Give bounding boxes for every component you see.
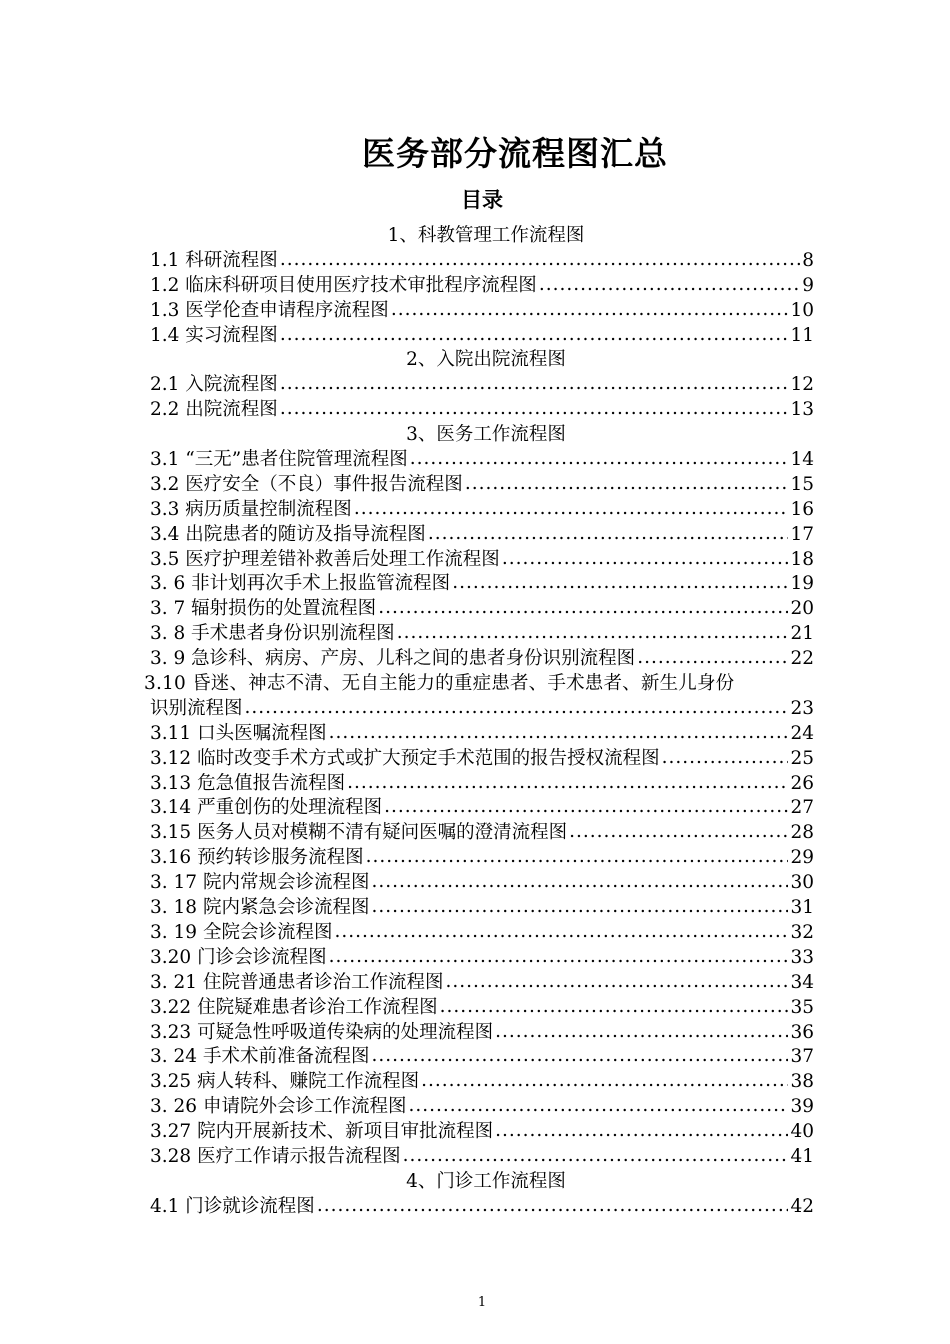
toc-entry-label: 3. 26 申请院外会诊工作流程图 bbox=[150, 1096, 407, 1118]
toc-entry[interactable] bbox=[150, 896, 814, 921]
dot-leader bbox=[378, 596, 788, 621]
toc-entry[interactable] bbox=[150, 523, 814, 548]
toc-entry-page: 38 bbox=[790, 1071, 814, 1093]
toc-entry[interactable] bbox=[150, 796, 814, 821]
toc-entry-page: 37 bbox=[790, 1046, 814, 1068]
toc-entry-page: 19 bbox=[790, 573, 814, 595]
toc-entry[interactable] bbox=[150, 1120, 814, 1145]
dot-leader bbox=[371, 1044, 788, 1069]
dot-leader bbox=[452, 571, 788, 596]
toc-entry-page: 29 bbox=[790, 847, 814, 869]
toc-entry[interactable] bbox=[150, 647, 814, 672]
toc-entry-page: 10 bbox=[790, 299, 814, 321]
toc-entry-page: 13 bbox=[790, 399, 814, 421]
toc-entry-label: 3.14 严重创伤的处理流程图 bbox=[150, 797, 383, 819]
toc-entry-label: 1.1 科研流程图 bbox=[150, 249, 278, 271]
toc-entry[interactable] bbox=[150, 1021, 814, 1046]
toc-entry-label: 3.11 口头医嘱流程图 bbox=[150, 722, 327, 744]
dot-leader bbox=[334, 920, 788, 945]
toc-entry[interactable] bbox=[150, 498, 814, 523]
dot-leader bbox=[329, 721, 789, 746]
dot-leader bbox=[539, 273, 800, 298]
dot-leader bbox=[280, 372, 789, 397]
toc-entry-page: 36 bbox=[790, 1021, 814, 1043]
toc-entry-page: 16 bbox=[790, 498, 814, 520]
dot-leader bbox=[329, 945, 789, 970]
toc-entry-label: 3.2 医疗安全（不良）事件报告流程图 bbox=[150, 473, 463, 495]
toc-section-heading: 1、科教管理工作流程图 bbox=[387, 225, 585, 246]
dot-leader bbox=[495, 1020, 788, 1045]
toc-entry-page: 12 bbox=[790, 374, 814, 396]
dot-leader bbox=[280, 397, 789, 422]
toc-entry[interactable] bbox=[150, 747, 814, 772]
dot-leader bbox=[465, 472, 789, 497]
toc-entry-page: 41 bbox=[790, 1145, 814, 1167]
toc-section-heading: 4、门诊工作流程图 bbox=[406, 1170, 566, 1192]
toc-entry[interactable] bbox=[150, 722, 814, 747]
toc-entry[interactable] bbox=[150, 846, 814, 871]
dot-leader bbox=[445, 970, 788, 995]
toc-entry-label: 3.16 预约转诊服务流程图 bbox=[150, 847, 364, 869]
toc-entry-page: 18 bbox=[790, 548, 814, 570]
toc-entry-page: 39 bbox=[790, 1096, 814, 1118]
toc-entry-label: 3. 17 院内常规会诊流程图 bbox=[150, 872, 370, 894]
dot-leader bbox=[391, 298, 789, 323]
dot-leader bbox=[371, 870, 788, 895]
toc-entry-label: 2.2 出院流程图 bbox=[150, 399, 278, 421]
toc-entry-page: 33 bbox=[790, 946, 814, 968]
toc-entry[interactable] bbox=[150, 274, 814, 299]
toc-entry[interactable] bbox=[150, 1045, 814, 1070]
toc-entry-label: 3. 6 非计划再次手术上报监管流程图 bbox=[150, 573, 451, 595]
toc-entry[interactable] bbox=[150, 1145, 814, 1170]
toc-entry-label: 3.3 病历质量控制流程图 bbox=[150, 498, 352, 520]
toc-entry[interactable] bbox=[150, 946, 814, 971]
dot-leader bbox=[366, 845, 789, 870]
dot-leader bbox=[410, 447, 789, 472]
dot-leader bbox=[384, 795, 788, 820]
dot-leader bbox=[371, 895, 788, 920]
toc-entry[interactable] bbox=[150, 299, 814, 324]
toc-entry-page: 32 bbox=[790, 921, 814, 943]
dot-leader bbox=[317, 1194, 789, 1219]
toc-entry-page: 14 bbox=[790, 449, 814, 471]
toc-entry-label: 4.1 门诊就诊流程图 bbox=[150, 1195, 315, 1217]
toc-entry[interactable] bbox=[150, 448, 814, 473]
toc-entry-page: 26 bbox=[790, 772, 814, 794]
toc-entry-label: 3. 19 全院会诊流程图 bbox=[150, 921, 333, 943]
toc-entry[interactable] bbox=[150, 249, 814, 274]
dot-leader bbox=[495, 1119, 788, 1144]
toc-entry[interactable] bbox=[150, 622, 814, 647]
toc-entry-page: 40 bbox=[790, 1121, 814, 1143]
dot-leader bbox=[245, 696, 789, 721]
toc-entry-label: 3.15 医务人员对模糊不清有疑问医嘱的澄清流程图 bbox=[150, 822, 568, 844]
dot-leader bbox=[421, 1069, 788, 1094]
toc-entry-page: 24 bbox=[790, 722, 814, 744]
toc-entry-label: 3.27 院内开展新技术、新项目审批流程图 bbox=[150, 1121, 494, 1143]
dot-leader bbox=[403, 1144, 789, 1169]
dot-leader bbox=[354, 497, 789, 522]
dot-leader bbox=[502, 547, 789, 572]
toc-entry[interactable] bbox=[150, 1095, 814, 1120]
table-of-contents bbox=[144, 224, 814, 1220]
toc-entry-label: 3.5 医疗护理差错补救善后处理工作流程图 bbox=[150, 548, 500, 570]
toc-entry[interactable] bbox=[150, 772, 814, 797]
page-number: 1 bbox=[477, 1295, 487, 1310]
toc-entry-label: 3. 18 院内紧急会诊流程图 bbox=[150, 897, 370, 919]
dot-leader bbox=[280, 248, 800, 273]
dot-leader bbox=[662, 746, 789, 771]
toc-entry[interactable] bbox=[150, 473, 814, 498]
toc-entry[interactable] bbox=[150, 548, 814, 573]
toc-entry-page: 25 bbox=[790, 747, 814, 769]
toc-entry-label: 3.22 住院疑难患者诊治工作流程图 bbox=[150, 996, 438, 1018]
toc-entry-label: 2.1 入院流程图 bbox=[150, 374, 278, 396]
toc-entry-label: 3. 8 手术患者身份识别流程图 bbox=[150, 623, 395, 645]
toc-entry-label: 1.4 实习流程图 bbox=[150, 324, 278, 346]
dot-leader bbox=[397, 621, 789, 646]
toc-entry-page: 23 bbox=[790, 697, 814, 719]
toc-entry-label-line: 3.10 昏迷、神志不清、无自主能力的重症患者、手术患者、新生儿身份 bbox=[144, 673, 735, 695]
toc-entry[interactable] bbox=[150, 597, 814, 622]
toc-entry-label: 识别流程图 bbox=[150, 697, 243, 719]
toc-entry-page: 35 bbox=[790, 996, 814, 1018]
toc-entry-page: 8 bbox=[802, 249, 814, 271]
toc-entry-page: 28 bbox=[790, 822, 814, 844]
toc-entry[interactable] bbox=[150, 821, 814, 846]
dot-leader bbox=[280, 323, 789, 348]
toc-entry[interactable] bbox=[150, 398, 814, 423]
toc-entry[interactable] bbox=[150, 1195, 814, 1220]
toc-entry[interactable] bbox=[150, 324, 814, 349]
toc-entry-page: 11 bbox=[790, 324, 814, 346]
toc-entry[interactable] bbox=[150, 871, 814, 896]
toc-entry-label: 3. 21 住院普通患者诊治工作流程图 bbox=[150, 971, 444, 993]
toc-entry-label: 3.4 出院患者的随访及指导流程图 bbox=[150, 523, 426, 545]
toc-entry-page: 20 bbox=[790, 598, 814, 620]
toc-entry-page: 9 bbox=[802, 274, 814, 296]
toc-entry[interactable] bbox=[150, 921, 814, 946]
toc-entry-page: 42 bbox=[790, 1195, 814, 1217]
dot-leader bbox=[347, 771, 788, 796]
document-title: 医务部分流程图汇总 bbox=[362, 134, 668, 173]
toc-entry[interactable] bbox=[150, 373, 814, 398]
toc-entry-page: 27 bbox=[790, 797, 814, 819]
toc-entry[interactable] bbox=[150, 572, 814, 597]
toc-entry-label: 3. 7 辐射损伤的处置流程图 bbox=[150, 598, 377, 620]
toc-entry-label: 3. 24 手术术前准备流程图 bbox=[150, 1046, 370, 1068]
toc-entry[interactable] bbox=[150, 971, 814, 996]
toc-entry-label: 3.12 临时改变手术方式或扩大预定手术范围的报告授权流程图 bbox=[150, 747, 660, 769]
toc-entry-label: 3.28 医疗工作请示报告流程图 bbox=[150, 1145, 401, 1167]
toc-entry-label: 1.2 临床科研项目使用医疗技术审批程序流程图 bbox=[150, 274, 537, 296]
toc-entry[interactable] bbox=[150, 996, 814, 1021]
dot-leader bbox=[440, 995, 789, 1020]
toc-entry-page: 34 bbox=[790, 971, 814, 993]
toc-section-heading: 3、医务工作流程图 bbox=[406, 424, 566, 446]
toc-section-heading: 2、入院出院流程图 bbox=[406, 349, 566, 371]
dot-leader bbox=[408, 1094, 788, 1119]
toc-entry-page: 15 bbox=[790, 473, 814, 495]
dot-leader bbox=[637, 646, 788, 671]
toc-heading: 目录 bbox=[461, 187, 503, 212]
toc-entry-page: 31 bbox=[790, 897, 814, 919]
toc-entry-label: 1.3 医学伦查申请程序流程图 bbox=[150, 299, 389, 321]
toc-entry-page: 22 bbox=[790, 648, 814, 670]
toc-entry-page: 17 bbox=[790, 523, 814, 545]
toc-entry-label: 3.13 危急值报告流程图 bbox=[150, 772, 346, 794]
toc-entry-label: 3. 9 急诊科、病房、产房、儿科之间的患者身份识别流程图 bbox=[150, 648, 636, 670]
toc-entry-label: 3.25 病人转科、赚院工作流程图 bbox=[150, 1071, 420, 1093]
toc-entry[interactable] bbox=[150, 697, 814, 722]
toc-entry[interactable] bbox=[150, 1070, 814, 1095]
toc-entry-label: 3.20 门诊会诊流程图 bbox=[150, 946, 327, 968]
toc-entry-page: 30 bbox=[790, 872, 814, 894]
dot-leader bbox=[569, 820, 788, 845]
toc-entry-label: 3.23 可疑急性呼吸道传染病的处理流程图 bbox=[150, 1021, 494, 1043]
toc-entry-label: 3.1 “三无”患者住院管理流程图 bbox=[150, 449, 408, 471]
dot-leader bbox=[428, 522, 789, 547]
toc-entry-page: 21 bbox=[790, 623, 814, 645]
